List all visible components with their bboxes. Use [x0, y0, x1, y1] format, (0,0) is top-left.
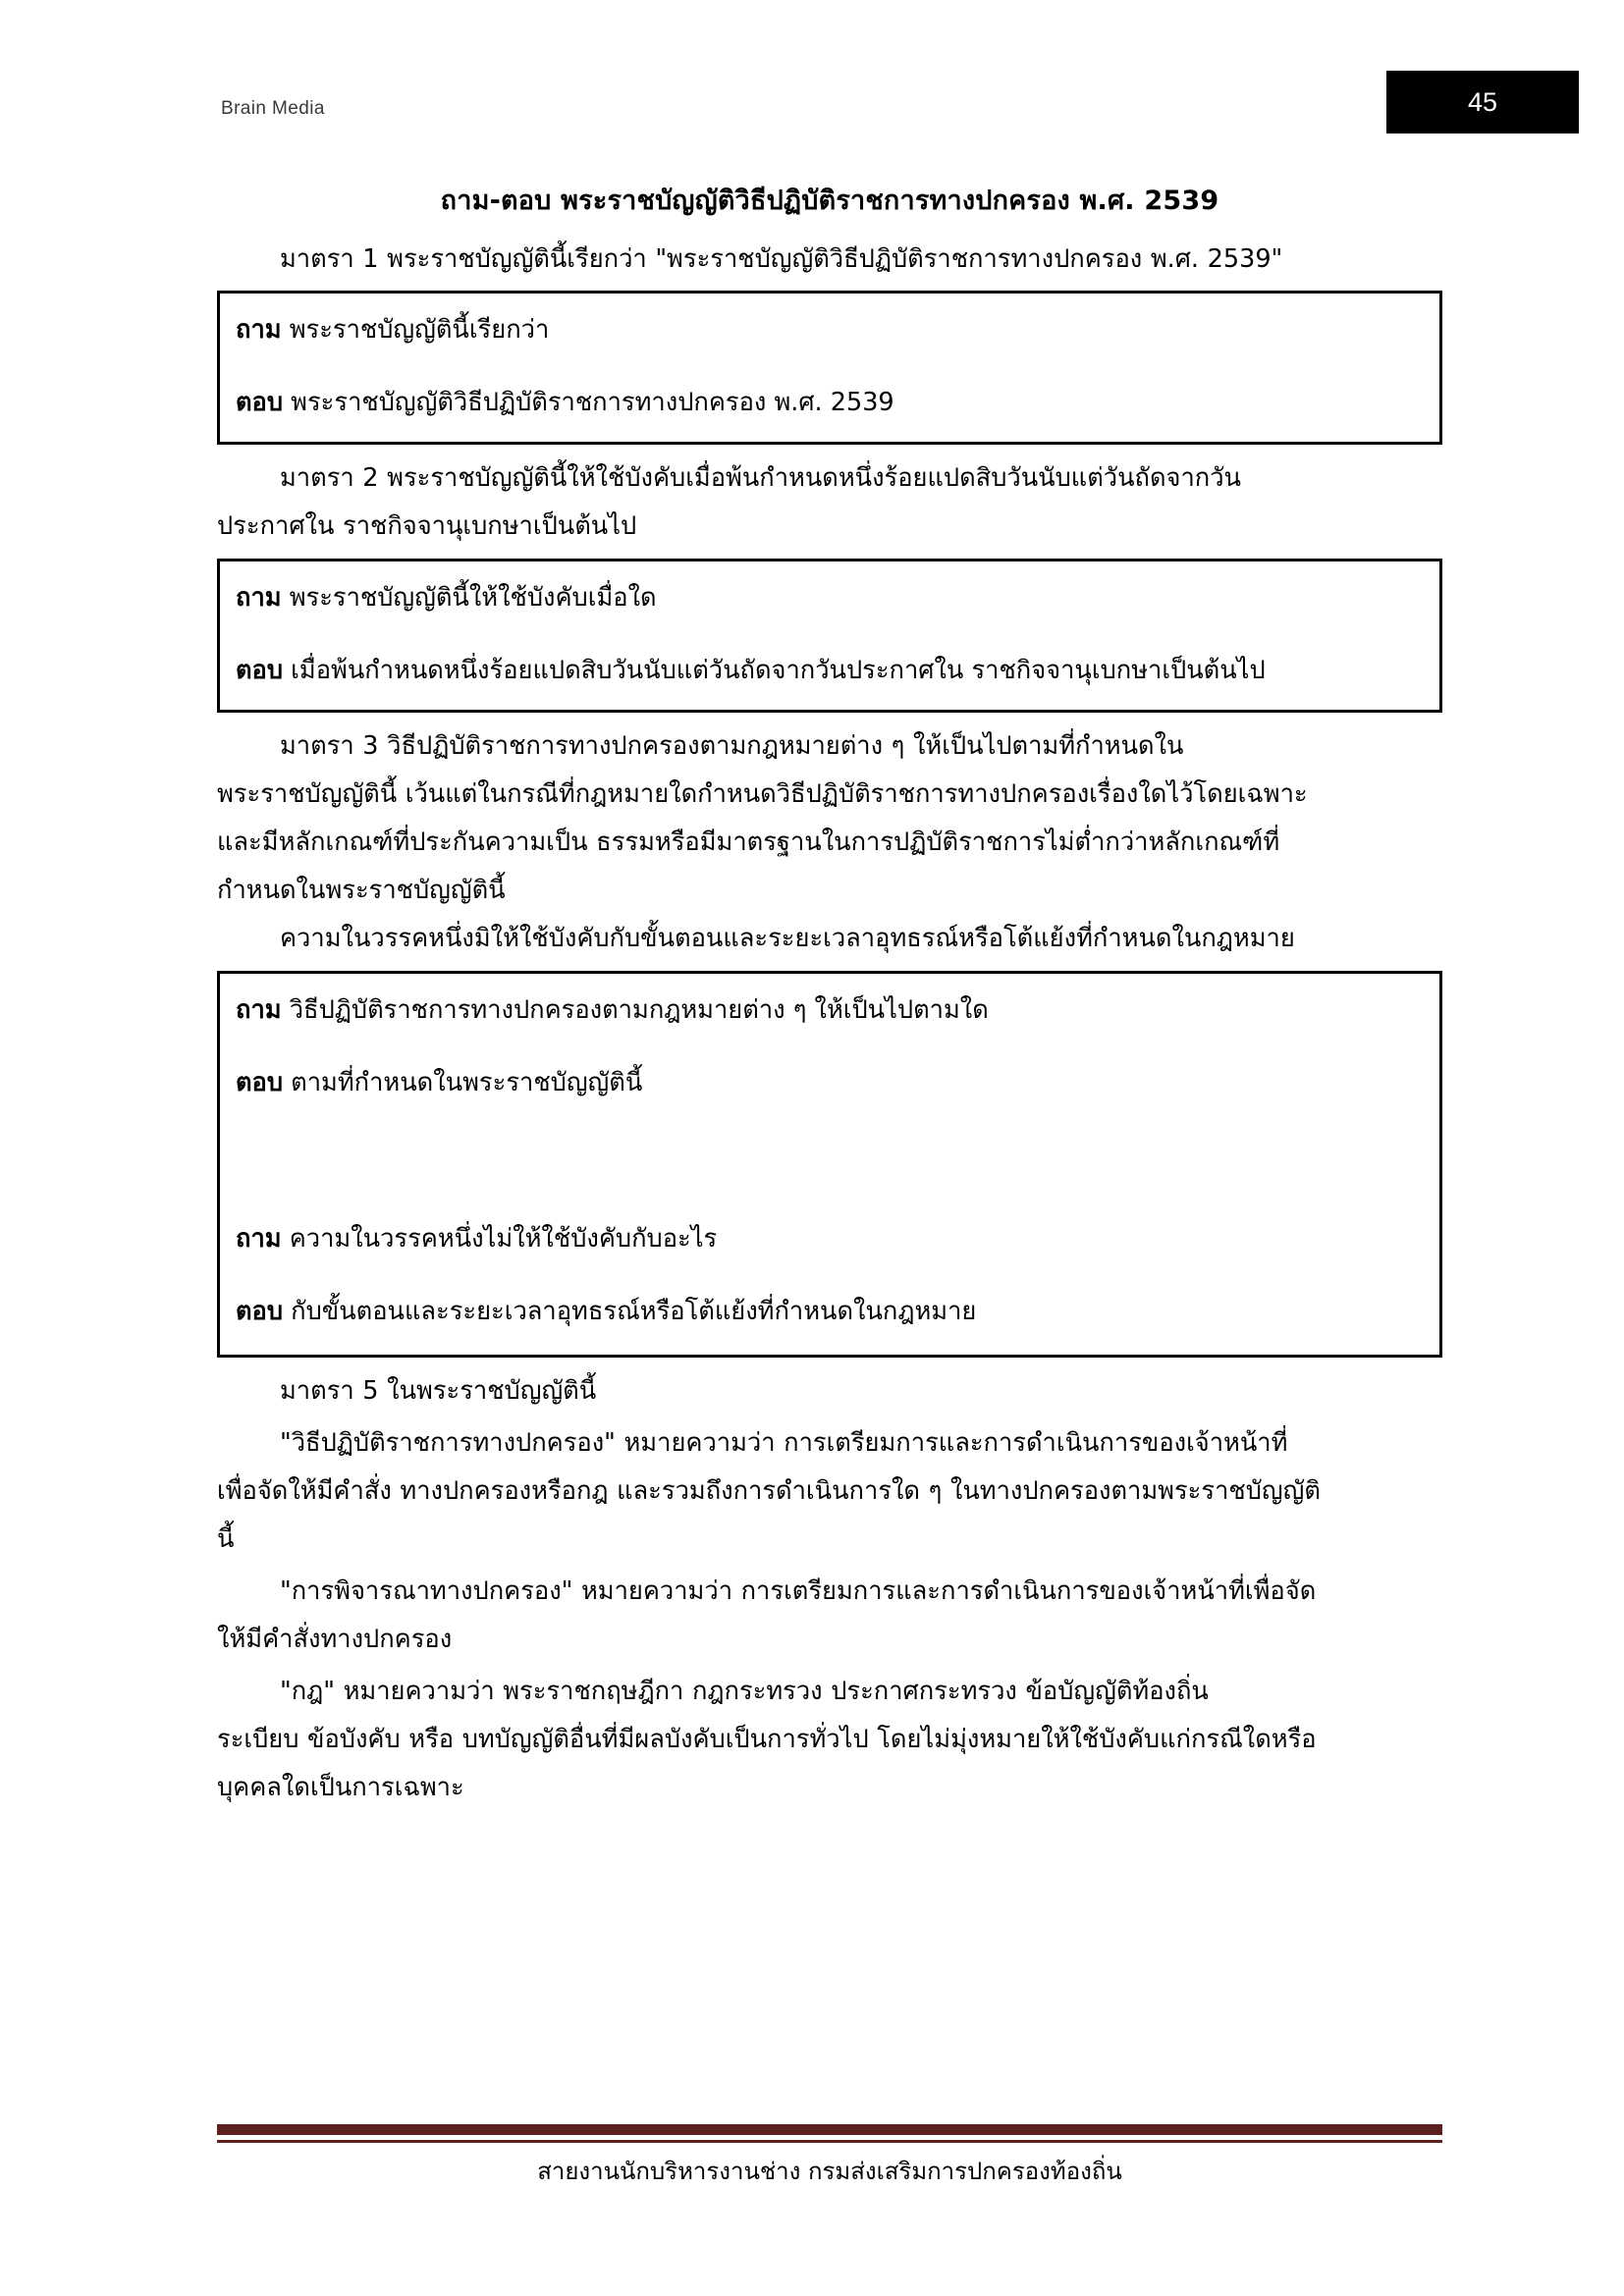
qa-answer-line	[236, 1064, 1424, 1103]
question-text: ความในวรรคหนึ่งไม่ให้ใช้บังคับกับอะไร	[289, 1224, 718, 1255]
footer-rule-thick	[217, 2124, 1442, 2135]
qa-box	[217, 559, 1442, 713]
question-label: ถาม	[236, 1224, 282, 1255]
question-label: ถาม	[236, 995, 282, 1026]
question-label: ถาม	[236, 315, 282, 346]
footer-text: สายงานนักบริหารงานช่าง กรมส่งเสริมการปกครองท้องถิ่น	[537, 2158, 1122, 2185]
section-5-definition-3-line-3: บุคคลใดเป็นการเฉพาะ	[217, 1772, 464, 1802]
qa-question-line	[236, 311, 1424, 350]
qa-question-line	[236, 991, 1424, 1031]
section-2-paragraph-line-1: มาตรา 2 พระราชบัญญัตินี้ให้ใช้บังคับเมื่อพ้นกำหนดหนึ่งร้อยแปดสิบวันนับแต่วันถัดจากวัน	[280, 463, 1241, 494]
answer-label: ตอบ	[236, 1296, 284, 1326]
section-3-paragraph-line-2: พระราชบัญญัตินี้ เว้นแต่ในกรณีที่กฎหมายใดกำหนดวิธีปฏิบัติราชการทางปกครองเรื่องใดไว้โดยเฉพาะ	[217, 779, 1308, 810]
section-5-definition-3-line-2: ระเบียบ ข้อบังคับ หรือ บทบัญญัติอื่นที่มีผลบังคับเป็นการทั่วไป โดยไม่มุ่งหมายให้ใช้บังคับแก่กรณีใดหรือ	[217, 1724, 1317, 1754]
qa-answer-line	[236, 384, 1424, 423]
qa-box	[217, 971, 1442, 1358]
answer-label: ตอบ	[236, 655, 284, 685]
qa-box	[217, 291, 1442, 445]
section-5-definition-2-line-2: ให้มีคำสั่งทางปกครอง	[217, 1625, 453, 1655]
page-number-text: 45	[1467, 86, 1498, 117]
answer-text: เมื่อพ้นกำหนดหนึ่งร้อยแปดสิบวันนับแต่วันถัดจากวันประกาศใน ราชกิจจานุเบกษาเป็นต้นไป	[291, 655, 1266, 685]
section-5-definition-1-line-2: เพื่อจัดให้มีคำสั่ง ทางปกครองหรือกฎ และรวมถึงการดำเนินการใด ๆ ในทางปกครองตามพระราชบัญญัติ	[217, 1476, 1321, 1507]
page-title: ถาม-ตอบ พระราชบัญญัติวิธีปฏิบัติราชการทางปกครอง พ.ศ. 2539	[440, 186, 1219, 216]
question-text: พระราชบัญญัตินี้เรียกว่า	[289, 315, 550, 346]
page-number-badge	[1386, 71, 1579, 133]
section-5-definition-2-line-1: "การพิจารณาทางปกครอง" หมายความว่า การเตรียมการและการดำเนินการของเจ้าหน้าที่เพื่อจัด	[280, 1576, 1317, 1607]
question-text: พระราชบัญญัตินี้ให้ใช้บังคับเมื่อใด	[289, 583, 657, 614]
answer-label: ตอบ	[236, 1067, 284, 1097]
section-5-definition-1-line-3: นี้	[217, 1524, 235, 1555]
qa-question-line	[236, 579, 1424, 618]
section-3-paragraph-line-1: มาตรา 3 วิธีปฏิบัติราชการทางปกครองตามกฎหมายต่าง ๆ ให้เป็นไปตามที่กำหนดใน	[280, 731, 1184, 762]
question-text: วิธีปฏิบัติราชการทางปกครองตามกฎหมายต่าง ๆ ให้เป็นไปตามใด	[289, 995, 989, 1026]
answer-text: ตามที่กำหนดในพระราชบัญญัตินี้	[291, 1067, 643, 1097]
section-5-paragraph: มาตรา 5 ในพระราชบัญญัตินี้	[280, 1376, 597, 1407]
section-3-paragraph-2: ความในวรรคหนึ่งมิให้ใช้บังคับกับขั้นตอนและระยะเวลาอุทธรณ์หรือโต้แย้งที่กำหนดในกฎหมาย	[280, 924, 1295, 954]
footer-rule-thin	[217, 2140, 1442, 2143]
qa-answer-line	[236, 652, 1424, 691]
answer-text: กับขั้นตอนและระยะเวลาอุทธรณ์หรือโต้แย้งที่กำหนดในกฎหมาย	[291, 1296, 977, 1326]
question-label: ถาม	[236, 583, 282, 614]
answer-text: พระราชบัญญัติวิธีปฏิบัติราชการทางปกครอง พ.ศ. 2539	[291, 387, 894, 417]
qa-spacer	[236, 1136, 1424, 1220]
qa-question-line	[236, 1220, 1424, 1259]
section-1-paragraph: มาตรา 1 พระราชบัญญัตินี้เรียกว่า "พระราชบัญญัติวิธีปฏิบัติราชการทางปกครอง พ.ศ. 2539"	[280, 243, 1283, 274]
section-2-paragraph-line-2: ประกาศใน ราชกิจจานุเบกษาเป็นต้นไป	[217, 511, 637, 542]
qa-answer-line	[236, 1293, 1424, 1332]
section-5-definition-3-line-1: "กฎ" หมายความว่า พระราชกฤษฎีกา กฎกระทรวง ประกาศกระทรวง ข้อบัญญัติท้องถิ่น	[280, 1676, 1209, 1706]
running-head: Brain Media	[221, 98, 325, 119]
section-3-paragraph-line-4: กำหนดในพระราชบัญญัตินี้	[217, 876, 506, 906]
section-5-definition-1-line-1: "วิธีปฏิบัติราชการทางปกครอง" หมายความว่า การเตรียมการและการดำเนินการของเจ้าหน้าที่	[280, 1428, 1288, 1459]
document-content	[217, 182, 1442, 1816]
section-3-paragraph-line-3: และมีหลักเกณฑ์ที่ประกันความเป็น ธรรมหรือมีมาตรฐานในการปฏิบัติราชการไม่ต่ำกว่าหลักเกณฑ์ที่	[217, 828, 1280, 858]
answer-label: ตอบ	[236, 387, 284, 417]
